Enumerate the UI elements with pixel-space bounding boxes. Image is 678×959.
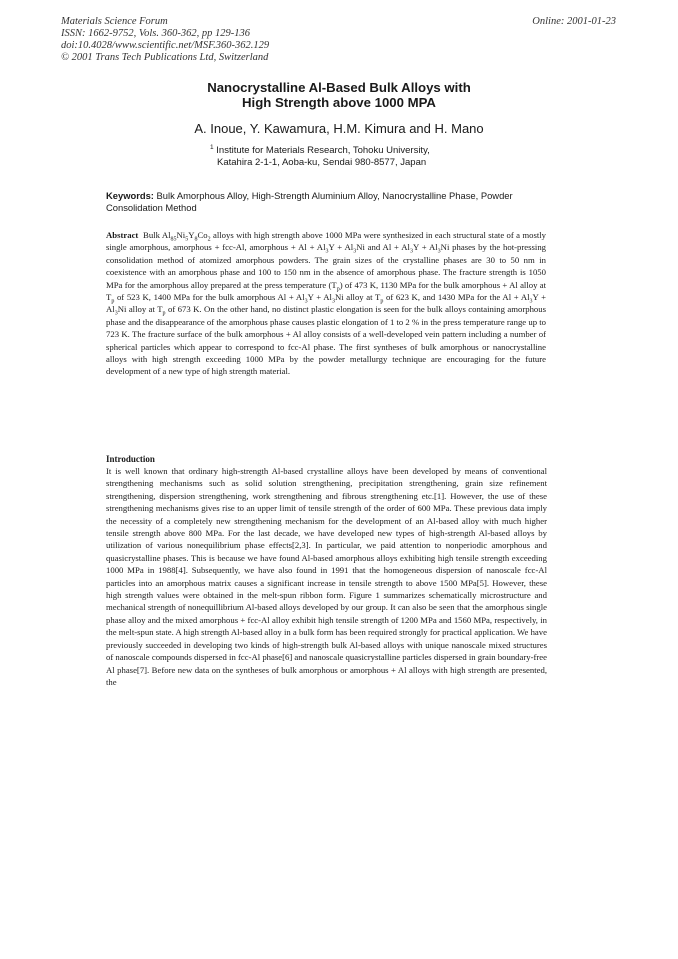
citation-block xyxy=(61,16,269,64)
affiliation-line-2: Katahira 2-1-1, Aoba-ku, Sendai 980-8577, Japan xyxy=(217,157,427,168)
abstract-text: Bulk $Al_{85}Ni_5Y_8Co_2$ alloys with high strength above 1000 MPa were synthesized in each structural state of a mostly single amorphous, amorphous + fcc-Al, amorphous + $Al + Al_3Y + Al_3Ni$ and $Al + Al_3Y + Al_3Ni$ phases by the hot-pressing consolidation method of atomized amorphous powders. The grain sizes of the crystalline phases are 30 to 50 nm in coexistence with an amorphous phase and 100 to 150 nm in the absence of amorphous phase. The fracture strength is 1050 MPa for the amorphous alloy prepared at the press temperature $(T_p)$ of 473 K, 1130 MPa for the bulk amorphous + Al alloy at $T_p$ of 523 K, 1400 MPa for the bulk amorphous $Al + Al_3Y + Al_3Ni$ alloy at $T_p$ of 623 K, and 1430 MPa for the $Al + Al_3Y + Al_3Ni$ alloy at $T_p$ of 673 K. On the other hand, no distinct plastic elongation is seen for the bulk alloys containing amorphous phase and the disappearance of the amorphous phase causes plastic elongation of 1 to 2 % in the press temperature range up to 723 K. The fracture surface of the bulk amorphous + Al alloy consists of a well-developed vein pattern including a number of spherical particles which appear to correspond to fcc-Al phase. The first syntheses of bulk amorphous or nanocrystalline alloys with high strength exceeding 1000 MPa by the powder metallurgy technique are encouraging for the future development of a new type of high strength material. xyxy=(106,230,547,377)
keywords-label: Keywords: xyxy=(106,190,154,201)
issn-line: ISSN: 1662-9752, Vols. 360-362, pp 129-136 xyxy=(61,28,250,39)
abstract-section xyxy=(106,229,546,378)
title-line-2: High Strength above 1000 MPA xyxy=(242,95,436,110)
title-line-1: Nanocrystalline Al-Based Bulk Alloys with xyxy=(207,80,471,95)
keywords-text: Bulk Amorphous Alloy, High-Strength Aluminium Alloy, Nanocrystalline Phase, Powder Consolidation Method xyxy=(106,190,513,213)
author-list: A. Inoue, Y. Kawamura, H.M. Kimura and H. Mano xyxy=(194,121,484,136)
copyright-line: © 2001 Trans Tech Publications Ltd, Switzerland xyxy=(61,52,269,63)
online-date: Online: 2001-01-23 xyxy=(532,16,616,27)
keywords-section xyxy=(106,190,561,214)
introduction-heading: Introduction xyxy=(106,454,155,464)
affiliation-line-1: Institute for Materials Research, Tohoku University, xyxy=(216,145,430,156)
introduction-text: It is well known that ordinary high-strength Al-based crystalline alloys have been developed by means of conventional strengthening mechanisms such as solid solution strengthening, precipitation strengthening, grain size refinement strengthening, dispersion strengthening, work strengthening and fibrous strengthening etc.[1]. However, the use of these strengthening mechanisms gives rise to an upper limit of tensile strength of the order of 600 MPa. These previous data imply the necessity of a completely new strengthening mechanism for the development of an Al-based alloy with much higher tensile strength above 800 MPa. For the last decade, we have developed new types of high-strength Al-based alloys by utilization of various nonequilibrium phase effects[2,3]. In particular, we paid attention to nonperiodic amorphous and quasicrystalline phases. This is because we have found Al-based amorphous alloys exhibiting high tensile strength exceeding 1000 MPa in 1988[4]. Subsequently, we have also found in 1991 that the homogeneous dispersion of nanoscale fcc-Al particles into an amorphous matrix causes a significant increase in tensile strength to above 1500 MPa[5]. However, these high strength values were obtained in the melt-spun ribbon form. Figure 1 summarizes schematically microstructure and mechanical strength of nonequillibrium Al-based alloys developed by our group. It can also be seen that the amorphous single phase alloy and the mixed amorphous + fcc-Al alloy exhibit high tensile strength of 1200 MPa and 1560 MPa, respectively, in the melt-spun state. A high strength Al-based alloy in a bulk form has been required strongly for practical application. We have previously succeeded in developing two kinds of high-strength bulk Al-based alloys with unique nanoscale mixed structures of nanoscale compounds dispersed in fcc-Al phase[6] and nanoscale quasicrystalline particles dispersed in grain boundary-free Al phase[7]. Before new data on the syntheses of bulk amorphous or amorphous + Al alloys with high strength are presented, the xyxy=(106,466,547,687)
abstract-label: Abstract xyxy=(106,230,139,240)
doi-line: doi:10.4028/www.scientific.net/MSF.360-362.129 xyxy=(61,40,270,51)
journal-name: Materials Science Forum xyxy=(61,16,168,27)
affiliation xyxy=(210,145,430,169)
paper-title xyxy=(0,80,678,110)
affiliation-marker: 1 xyxy=(210,143,214,151)
